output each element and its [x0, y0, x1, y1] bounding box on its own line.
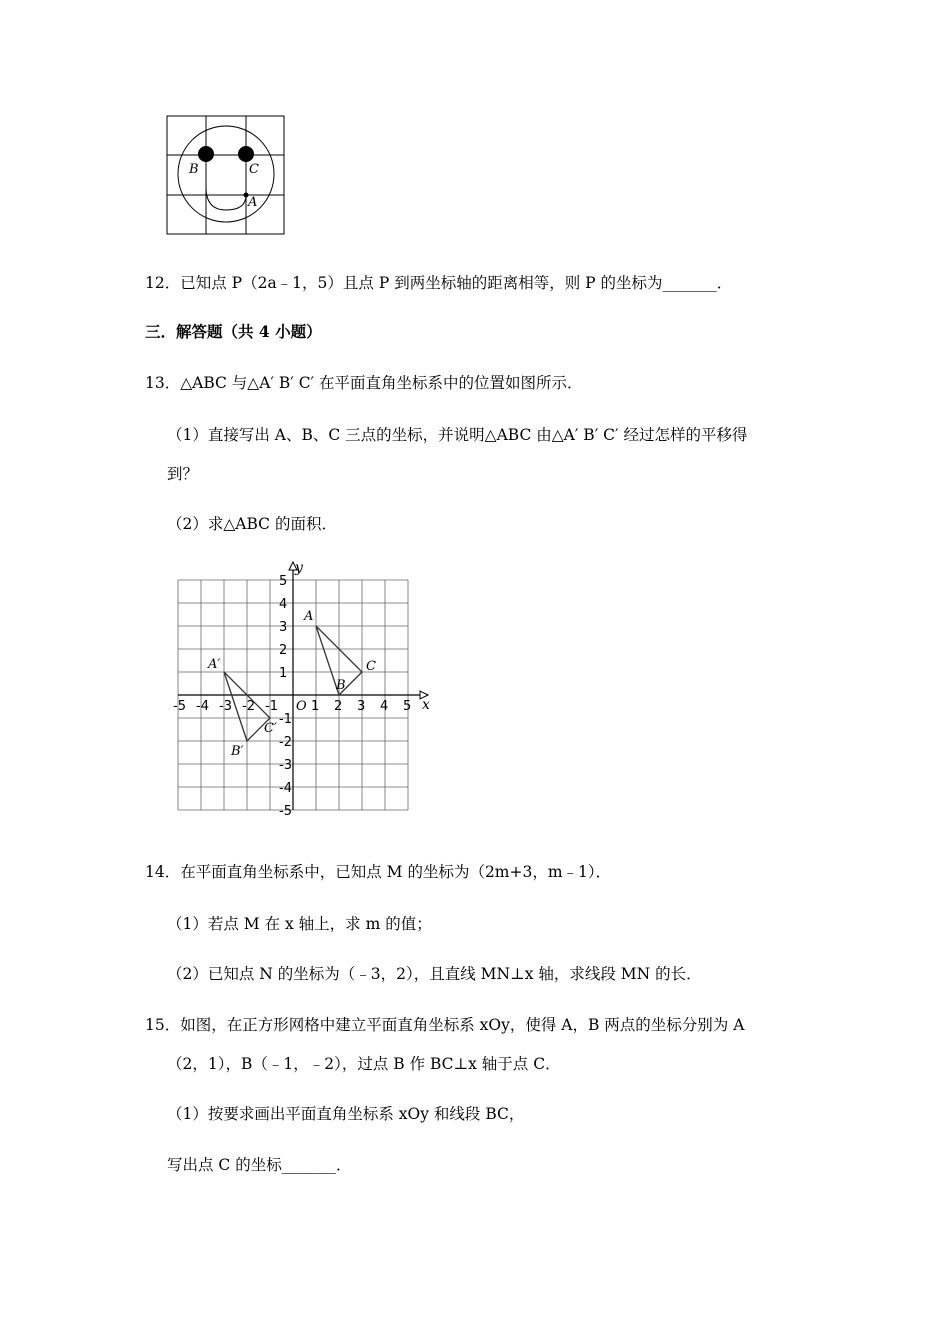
point-label-a1: A′: [208, 657, 221, 672]
x-tick-label: 2: [334, 699, 343, 714]
y-axis-label: y: [295, 560, 303, 576]
x-tick-label: -2: [242, 699, 255, 714]
tick-labels: [173, 574, 411, 819]
x-tick-label: -4: [196, 699, 209, 714]
coordinate-plane-figure: [160, 555, 445, 830]
origin-label: O: [296, 699, 307, 714]
x-tick-label: 1: [311, 699, 320, 714]
axes: [178, 560, 430, 810]
eye-b: [198, 146, 214, 162]
smiley-figure: [160, 110, 295, 240]
y-tick-label: 1: [279, 666, 288, 681]
y-tick-label: 3: [279, 620, 288, 635]
question-14-stem: 14．在平面直角坐标系中，已知点 M 的坐标为（2m+3，m﹣1）．: [145, 863, 612, 881]
point-label-c: C: [366, 659, 376, 674]
x-tick-label: 4: [380, 699, 389, 714]
question-14-part2: （2）已知点 N 的坐标为（﹣3，2），且直线 MN⊥x 轴，求线段 MN 的长．: [167, 965, 702, 983]
x-tick-label: -3: [219, 699, 232, 714]
y-tick-label: -3: [279, 758, 292, 773]
y-tick-label: 5: [279, 574, 288, 589]
label-c: C: [249, 162, 259, 177]
smiley-mouth: [206, 187, 246, 210]
question-15-part1-cont: 写出点 C 的坐标_______．: [167, 1156, 352, 1174]
question-13-part2: （2）求△ABC 的面积．: [167, 515, 337, 533]
question-14-part1: （1）若点 M 在 x 轴上，求 m 的值；: [167, 915, 432, 933]
question-12: 12．已知点 P（2a﹣1，5）且点 P 到两坐标轴的距离相等，则 P 的坐标为_______．: [145, 274, 733, 292]
question-13-part1: （1）直接写出 A、B、C 三点的坐标，并说明△ABC 由△A′ B′ C′ 经过怎样的平移得: [167, 426, 748, 444]
x-tick-label: -5: [173, 699, 186, 714]
label-a: A: [248, 195, 258, 210]
x-tick-label: 5: [403, 699, 412, 714]
y-tick-label: -5: [279, 804, 292, 819]
y-tick-label: 2: [279, 643, 288, 658]
point-label-b: B: [336, 678, 346, 693]
question-13-part1-cont: 到？: [167, 465, 199, 483]
point-label-b1: B′: [231, 744, 244, 759]
x-axis-label: x: [422, 697, 430, 713]
x-tick-label: -1: [265, 699, 278, 714]
question-13-stem: 13．△ABC 与△A′ B′ C′ 在平面直角坐标系中的位置如图所示．: [145, 374, 583, 392]
section-3-title: 三．解答题（共 4 小题）: [145, 322, 322, 341]
y-tick-label: -4: [279, 781, 292, 796]
y-tick-label: -1: [279, 712, 292, 727]
x-tick-label: 3: [357, 699, 366, 714]
question-15-line1: 15．如图，在正方形网格中建立平面直角坐标系 xOy，使得 A，B 两点的坐标分别为 A: [145, 1016, 745, 1034]
y-tick-label: -2: [279, 735, 292, 750]
point-label-a: A: [304, 609, 314, 624]
question-15-line2: （2，1），B（﹣1，﹣2），过点 B 作 BC⊥x 轴于点 C．: [167, 1055, 561, 1073]
question-15-part1: （1）按要求画出平面直角坐标系 xOy 和线段 BC，: [167, 1105, 525, 1123]
label-b: B: [189, 162, 199, 177]
point-label-c1: C′: [264, 721, 277, 736]
eye-c: [238, 146, 254, 162]
y-tick-label: 4: [279, 597, 288, 612]
